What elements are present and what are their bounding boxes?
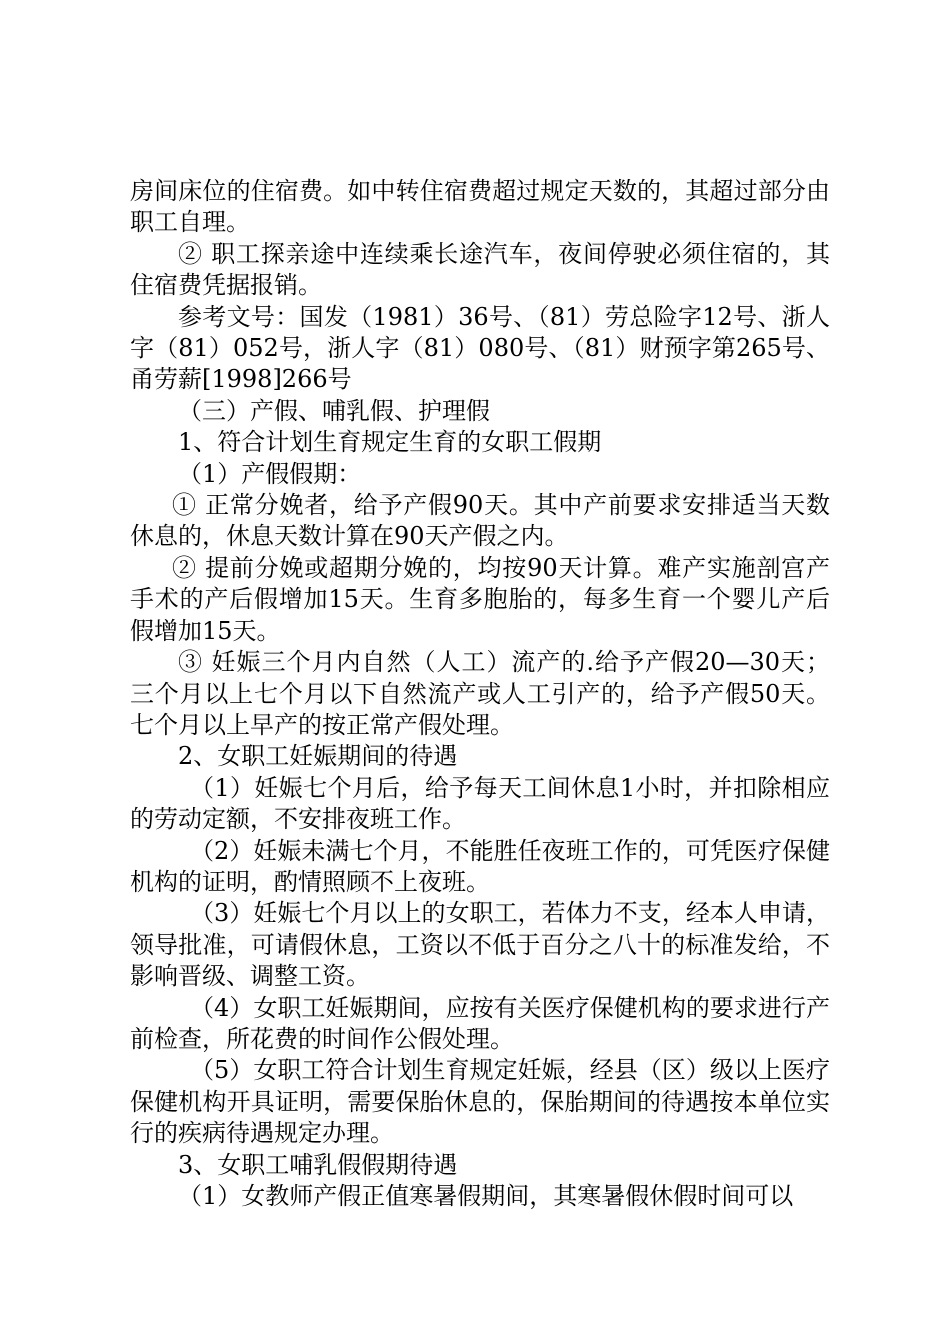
paragraph-item-1: ① 正常分娩者，给予产假90天。其中产前要求安排适当天数休息的，休息天数计算在90天产假之内。 [130, 491, 830, 551]
subheading-1: 1、符合计划生育规定生育的女职工假期 [178, 428, 602, 457]
paragraph-2-3: （3）妊娠七个月以上的女职工，若体力不支，经本人申请，领导批准，可请假休息，工资以不低于百分之八十的标准发给，不影响晋级、调整工资。 [130, 899, 830, 991]
subheading-1-1: （1）产假假期： [178, 459, 362, 488]
paragraph-reference: 参考文号：国发（1981）36号、（81）劳总险字12号、浙人字（81）052号，浙人字（81）080号、（81）财预字第265号、甬劳薪[1998]266号 [130, 302, 830, 394]
paragraph-2-1: （1）妊娠七个月后，给予每天工间休息1小时，并扣除相应的劳动定额，不安排夜班工作。 [130, 773, 830, 834]
paragraph-2-4: （4）女职工妊娠期间，应按有关医疗保健机构的要求进行产前检查，所花费的时间作公假处理。 [130, 993, 830, 1053]
paragraph-2-2: （2）妊娠未满七个月，不能胜任夜班工作的，可凭医疗保健机构的证明，酌情照顾不上夜班。 [130, 836, 830, 896]
subheading-3: 3、女职工哺乳假假期待遇 [178, 1150, 458, 1179]
paragraph-1: 房间床位的住宿费。如中转住宿费超过规定天数的，其超过部分由职工自理。 [130, 177, 830, 237]
section-heading-3: （三）产假、哺乳假、护理假 [178, 396, 490, 425]
paragraph-item-3: ③ 妊娠三个月内自然（人工）流产的.给予产假20—30天；三个月以上七个月以下自然流产或人工引产的，给予产假50天。七个月以上早产的按正常产假处理。 [130, 648, 830, 739]
document-body [130, 176, 830, 1212]
paragraph-2: ② 职工探亲途中连续乘长途汽车，夜间停驶必须住宿的，其住宿费凭据报销。 [130, 239, 830, 300]
paragraph-2-5: （5）女职工符合计划生育规定妊娠，经县（区）级以上医疗保健机构开具证明，需要保胎休息的，保胎期间的待遇按本单位实行的疾病待遇规定办理。 [130, 1056, 830, 1148]
paragraph-3-1: （1）女教师产假正值寒暑假期间，其寒暑假休假时间可以 [178, 1182, 794, 1210]
subheading-2: 2、女职工妊娠期间的待遇 [178, 742, 458, 771]
paragraph-item-2: ② 提前分娩或超期分娩的，均按90天计算。难产实施剖宫产手术的产后假增加15天。生育多胞胎的，每多生育一个婴儿产后假增加15天。 [130, 553, 830, 645]
